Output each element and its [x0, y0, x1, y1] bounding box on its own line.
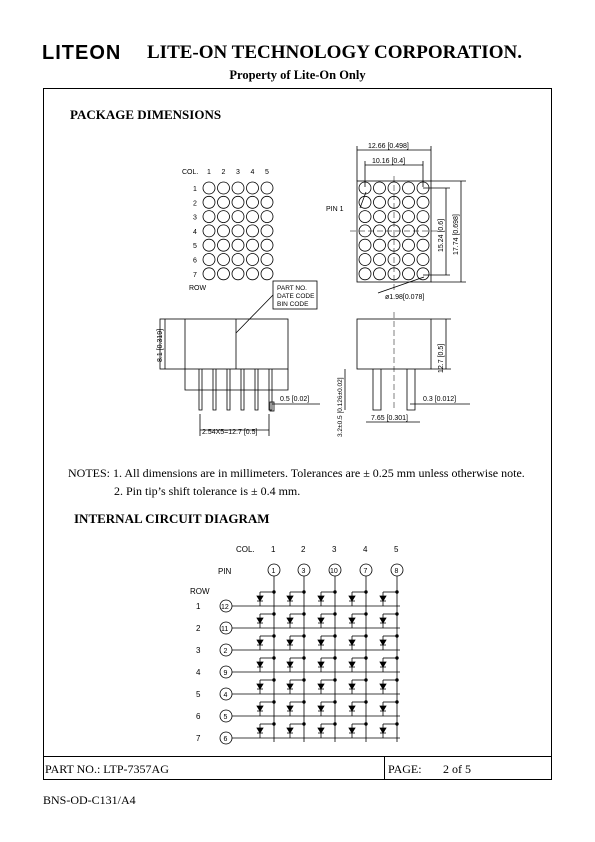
front-row-number: 2	[193, 200, 197, 208]
led-dot	[232, 182, 244, 194]
led-dot	[218, 196, 230, 208]
led-dot	[417, 268, 429, 280]
dim-pin-row-spacing: 7.65 [0.301]	[371, 415, 408, 422]
led-dot	[374, 182, 386, 194]
junction-dot	[273, 613, 276, 616]
led-dot	[232, 196, 244, 208]
led-dot	[247, 239, 259, 251]
junction-dot	[365, 635, 368, 638]
led-dot	[417, 254, 429, 266]
led-diode	[380, 684, 386, 689]
circuit-row-label: ROW	[190, 587, 210, 596]
front-col-number: 2	[221, 169, 226, 176]
led-dot	[203, 225, 215, 237]
led-dot	[403, 254, 415, 266]
dim-pin-pitch: 2.54X5=12.7 [0.5]	[202, 429, 258, 436]
junction-dot	[396, 613, 399, 616]
junction-dot	[273, 701, 276, 704]
dim-pin-width: 0.5 [0.02]	[280, 396, 310, 403]
led-dot	[374, 211, 386, 223]
page-number: 2 of 5	[443, 762, 471, 776]
led-dot	[374, 254, 386, 266]
led-dot	[403, 268, 415, 280]
led-dot	[203, 268, 215, 280]
junction-dot	[334, 591, 337, 594]
circuit-row-number: 6	[196, 712, 201, 721]
front-col-number: 3	[236, 169, 240, 176]
led-dot	[218, 254, 230, 266]
circuit-pin-label: PIN	[218, 567, 232, 576]
circuit-col-number: 3	[332, 545, 337, 554]
led-dot	[359, 211, 371, 223]
led-dot	[403, 239, 415, 251]
row-pin-number: 4	[223, 692, 228, 699]
junction-dot	[365, 679, 368, 682]
led-diode	[349, 618, 355, 623]
front-view-dot-grid	[203, 182, 273, 280]
junction-dot	[334, 657, 337, 660]
led-dot	[261, 182, 273, 194]
dim-width-outer: 12.66 [0.498]	[368, 143, 409, 150]
led-dot	[247, 254, 259, 266]
led-dot	[247, 211, 259, 223]
front-row-number: 4	[193, 228, 197, 236]
led-diode	[257, 706, 263, 711]
led-dot	[218, 268, 230, 280]
junction-dot	[396, 679, 399, 682]
led-dot	[359, 268, 371, 280]
marking-bin-code: BIN CODE	[277, 301, 309, 308]
col-pin-number: 10	[330, 568, 338, 575]
junction-dot	[334, 635, 337, 638]
led-diode	[349, 596, 355, 601]
junction-dot	[396, 657, 399, 660]
property-notice: Property of Lite-On Only	[229, 68, 366, 82]
junction-dot	[273, 591, 276, 594]
front-row-number: 3	[193, 214, 197, 222]
junction-dot	[273, 635, 276, 638]
junction-dot	[365, 657, 368, 660]
circuit-col-number: 1	[271, 545, 276, 554]
front-col-number: 5	[265, 169, 269, 176]
led-dot	[203, 239, 215, 251]
junction-dot	[273, 679, 276, 682]
circuit-row-number: 2	[196, 624, 201, 633]
led-diode	[380, 596, 386, 601]
led-diode	[380, 728, 386, 733]
led-dot	[247, 268, 259, 280]
led-dot	[261, 254, 273, 266]
junction-dot	[334, 701, 337, 704]
pin1-label: PIN 1	[326, 206, 344, 213]
led-diode	[318, 706, 324, 711]
front-row-number: 7	[193, 271, 197, 279]
led-dot	[218, 239, 230, 251]
led-diode	[287, 684, 293, 689]
led-dot	[374, 268, 386, 280]
part-number: PART NO.: LTP-7357AG	[45, 762, 169, 776]
junction-dot	[273, 723, 276, 726]
page-label: PAGE:	[388, 762, 422, 776]
led-dot	[261, 225, 273, 237]
junction-dot	[303, 657, 306, 660]
col-pin-number: 7	[363, 568, 368, 575]
col-pin-number: 8	[394, 568, 399, 575]
side-view-body	[160, 319, 288, 369]
dim-pin-thickness: 0.3 [0.012]	[423, 396, 457, 403]
company-name: LITE-ON TECHNOLOGY CORPORATION.	[147, 42, 522, 63]
led-dot	[247, 182, 259, 194]
dim-width-inner: 10.16 [0.4]	[372, 158, 406, 165]
led-dot	[218, 225, 230, 237]
junction-dot	[396, 701, 399, 704]
led-diode	[287, 662, 293, 667]
row-pin-number: 6	[223, 736, 228, 743]
led-diode	[349, 684, 355, 689]
row-pin-number: 12	[221, 604, 229, 611]
led-dot	[359, 239, 371, 251]
note-2: 2. Pin tip’s shift tolerance is ± 0.4 mm.	[114, 484, 301, 498]
side-view-pins	[199, 369, 272, 410]
front-row-number: 6	[193, 257, 197, 265]
led-dot	[359, 254, 371, 266]
led-dot	[247, 196, 259, 208]
dim-dot-diameter: ø1.98[0.078]	[385, 294, 425, 301]
junction-dot	[396, 723, 399, 726]
led-diode	[380, 662, 386, 667]
circuit-row-number: 3	[196, 646, 201, 655]
led-dot	[232, 254, 244, 266]
led-dot	[203, 182, 215, 194]
led-dot	[417, 196, 429, 208]
junction-dot	[334, 613, 337, 616]
junction-dot	[334, 723, 337, 726]
junction-dot	[303, 679, 306, 682]
junction-dot	[273, 657, 276, 660]
front-col-number: 4	[250, 169, 255, 176]
led-diode	[318, 662, 324, 667]
package-dimensions-title: PACKAGE DIMENSIONS	[70, 107, 222, 122]
led-dot	[261, 239, 273, 251]
led-dot	[232, 211, 244, 223]
junction-dot	[334, 679, 337, 682]
led-diode	[287, 728, 293, 733]
led-dot	[218, 211, 230, 223]
led-diode	[257, 596, 263, 601]
internal-circuit-diagram	[190, 545, 403, 744]
front-col-number: 1	[207, 169, 211, 176]
junction-dot	[396, 635, 399, 638]
led-dot	[417, 239, 429, 251]
circuit-diagram-title: INTERNAL CIRCUIT DIAGRAM	[74, 511, 270, 526]
led-diode	[318, 728, 324, 733]
led-dot	[403, 211, 415, 223]
footer-divider	[384, 756, 385, 780]
led-diode	[287, 618, 293, 623]
led-dot	[374, 239, 386, 251]
row-pin-number: 2	[223, 648, 228, 655]
circuit-col-number: 4	[363, 545, 368, 554]
circuit-col-number: 2	[301, 545, 306, 554]
led-dot	[232, 268, 244, 280]
circuit-col-label: COL.	[236, 545, 255, 554]
led-dot	[261, 196, 273, 208]
dim-height-inner: 15.24 [0.6]	[438, 218, 445, 252]
row-pin-number: 5	[223, 714, 228, 721]
led-diode	[287, 596, 293, 601]
led-diode	[257, 618, 263, 623]
led-dot	[203, 211, 215, 223]
junction-dot	[303, 701, 306, 704]
led-dot	[261, 268, 273, 280]
led-diode	[287, 640, 293, 645]
led-diode	[257, 662, 263, 667]
marking-date-code: DATE CODE	[277, 293, 315, 300]
row-pin-number: 11	[221, 626, 229, 633]
junction-dot	[365, 701, 368, 704]
row-pin-number: 9	[223, 670, 228, 677]
led-dot	[403, 182, 415, 194]
front-row-number: 5	[193, 243, 197, 251]
junction-dot	[365, 591, 368, 594]
circuit-row-number: 1	[196, 602, 201, 611]
led-diode	[257, 640, 263, 645]
front-row-label: ROW	[189, 285, 207, 292]
led-dot	[218, 182, 230, 194]
junction-dot	[303, 591, 306, 594]
junction-dot	[396, 591, 399, 594]
led-diode	[287, 706, 293, 711]
circuit-row-number: 4	[196, 668, 201, 677]
led-diode	[318, 596, 324, 601]
circuit-col-number: 5	[394, 545, 399, 554]
led-diode	[318, 684, 324, 689]
circuit-row-number: 5	[196, 690, 201, 699]
led-diode	[349, 662, 355, 667]
circuit-row-number: 7	[196, 734, 201, 743]
document-code: BNS-OD-C131/A4	[43, 793, 136, 807]
led-diode	[318, 618, 324, 623]
liteon-logo: LITEON	[42, 42, 122, 64]
led-diode	[257, 728, 263, 733]
front-col-label: COL.	[182, 169, 199, 176]
junction-dot	[303, 723, 306, 726]
led-diode	[257, 684, 263, 689]
dim-height-outer: 17.74 [0.698]	[453, 214, 460, 255]
junction-dot	[303, 635, 306, 638]
led-dot	[403, 196, 415, 208]
led-diode	[380, 618, 386, 623]
led-diode	[318, 640, 324, 645]
led-dot	[374, 196, 386, 208]
col-pin-number: 3	[301, 568, 306, 575]
junction-dot	[365, 613, 368, 616]
led-dot	[417, 211, 429, 223]
led-dot	[261, 211, 273, 223]
marking-part-no: PART NO.	[277, 285, 307, 292]
dim-depth: 8.1 [0.319]	[157, 328, 164, 362]
dim-pin-length: 3.2±0.5 [0.126±0.02]	[337, 377, 344, 437]
led-dot	[232, 225, 244, 237]
led-dot	[247, 225, 259, 237]
note-1: NOTES: 1. All dimensions are in millimeters. Tolerances are ± 0.25 mm unless otherwise note.	[68, 466, 525, 480]
led-diode	[349, 706, 355, 711]
led-diode	[380, 640, 386, 645]
led-diode	[349, 728, 355, 733]
led-dot	[232, 239, 244, 251]
led-dot	[203, 254, 215, 266]
junction-dot	[365, 723, 368, 726]
col-pin-number: 1	[271, 568, 276, 575]
dim-body-height: 12.7 [0.5]	[438, 343, 445, 373]
led-diode	[380, 706, 386, 711]
led-dot	[203, 196, 215, 208]
junction-dot	[303, 613, 306, 616]
front-row-number: 1	[193, 186, 197, 193]
led-diode	[349, 640, 355, 645]
